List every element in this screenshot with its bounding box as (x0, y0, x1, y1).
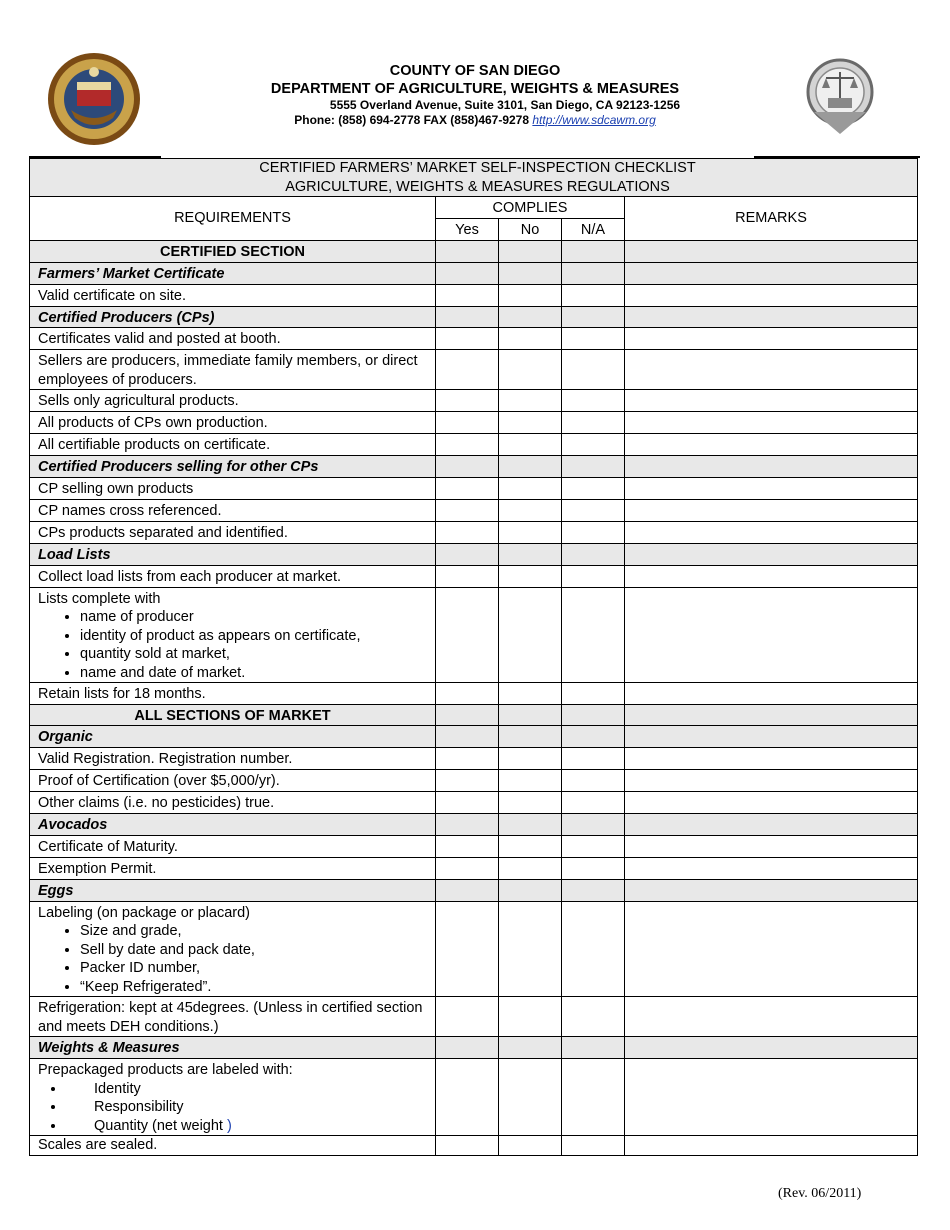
requirement-row (30, 521, 918, 543)
yes-cell (436, 456, 499, 478)
yes-cell (436, 390, 499, 412)
na-cell (562, 565, 625, 587)
remarks-cell (625, 565, 918, 587)
na-cell (562, 477, 625, 499)
requirement-row (30, 412, 918, 434)
group-row (30, 813, 918, 835)
yes-cell (436, 901, 499, 997)
bullet-item: • identity of product as appears on certificate, (80, 627, 435, 646)
requirement-row (30, 587, 918, 683)
requirement-text: Collect load lists from each producer at market. (30, 565, 436, 587)
group-heading: Certified Producers (CPs) (30, 306, 436, 328)
requirement-text: Valid certificate on site. (30, 284, 436, 306)
remarks-header: REMARKS (625, 197, 918, 241)
requirement-text: All products of CPs own production. (30, 412, 436, 434)
remarks-cell (625, 328, 918, 350)
no-cell (499, 412, 562, 434)
requirement-text (30, 901, 436, 997)
group-heading: Farmers’ Market Certificate (30, 262, 436, 284)
yes-cell (436, 704, 499, 726)
remarks-cell (625, 412, 918, 434)
na-cell (562, 901, 625, 997)
requirement-row (30, 857, 918, 879)
na-cell (562, 328, 625, 350)
na-cell (562, 769, 625, 791)
county-seal-icon (47, 52, 141, 146)
requirement-text: CPs products separated and identified. (30, 521, 436, 543)
requirement-row (30, 791, 918, 813)
department-heading (160, 62, 790, 128)
remarks-cell (625, 284, 918, 306)
bullet-item: • Packer ID number, (80, 959, 435, 978)
no-cell (499, 857, 562, 879)
yes-cell (436, 350, 499, 390)
group-row (30, 262, 918, 284)
yes-cell (436, 499, 499, 521)
na-cell (562, 434, 625, 456)
section-row (30, 240, 918, 262)
no-cell (499, 328, 562, 350)
yes-cell (436, 769, 499, 791)
remarks-cell (625, 262, 918, 284)
no-cell (499, 835, 562, 857)
department-address: 5555 Overland Avenue, Suite 3101, San Diego, CA 92123-1256 (329, 98, 681, 112)
closing-paren: ) (227, 1117, 232, 1134)
no-cell (499, 704, 562, 726)
requirement-lead: Prepackaged products are labeled with: (38, 1062, 293, 1078)
no-cell (499, 747, 562, 769)
no-cell (499, 1037, 562, 1059)
group-row (30, 543, 918, 565)
requirement-row (30, 565, 918, 587)
bullet-item: • Sell by date and pack date, (80, 941, 435, 960)
letterhead (0, 0, 950, 160)
no-cell (499, 726, 562, 748)
yes-cell (436, 1037, 499, 1059)
requirement-text: Scales are sealed. (30, 1136, 436, 1156)
remarks-cell (625, 521, 918, 543)
bullet-item: • name and date of market. (80, 664, 435, 683)
remarks-cell (625, 835, 918, 857)
na-cell (562, 683, 625, 705)
no-cell (499, 306, 562, 328)
na-cell (562, 306, 625, 328)
requirement-row (30, 284, 918, 306)
requirement-text: Other claims (i.e. no pesticides) true. (30, 791, 436, 813)
no-cell (499, 901, 562, 997)
remarks-cell (625, 456, 918, 478)
no-cell (499, 543, 562, 565)
requirements-header: REQUIREMENTS (30, 197, 436, 241)
group-heading: Avocados (30, 813, 436, 835)
requirement-row (30, 434, 918, 456)
form-title-line2: AGRICULTURE, WEIGHTS & MEASURES REGULATIONS (285, 178, 670, 195)
group-heading: Load Lists (30, 543, 436, 565)
bullet-list (38, 922, 435, 996)
na-cell (562, 240, 625, 262)
requirement-lead: Labeling (on package or placard) (38, 904, 250, 921)
remarks-cell (625, 879, 918, 901)
na-header: N/A (562, 219, 625, 241)
county-name: COUNTY OF SAN DIEGO (389, 63, 561, 79)
remarks-cell (625, 901, 918, 997)
bullet-item: • “Keep Refrigerated”. (80, 978, 435, 997)
remarks-cell (625, 390, 918, 412)
section-heading: ALL SECTIONS OF MARKET (30, 704, 436, 726)
yes-cell (436, 565, 499, 587)
remarks-cell (625, 499, 918, 521)
no-cell (499, 565, 562, 587)
na-cell (562, 835, 625, 857)
na-cell (562, 1136, 625, 1156)
yes-cell (436, 284, 499, 306)
requirement-row (30, 1059, 918, 1136)
yes-cell (436, 813, 499, 835)
requirement-text: Refrigeration: kept at 45degrees. (Unless in certified section and meets DEH conditions.) (30, 997, 436, 1037)
yes-cell (436, 328, 499, 350)
na-cell (562, 412, 625, 434)
requirement-text (30, 1059, 436, 1136)
yes-cell (436, 543, 499, 565)
remarks-cell (625, 997, 918, 1037)
na-cell (562, 543, 625, 565)
group-row (30, 306, 918, 328)
yes-header: Yes (436, 219, 499, 241)
no-cell (499, 769, 562, 791)
no-cell (499, 284, 562, 306)
no-cell (499, 683, 562, 705)
group-row (30, 726, 918, 748)
bullet-item: • name of producer (80, 608, 435, 627)
yes-cell (436, 412, 499, 434)
remarks-cell (625, 350, 918, 390)
bullet-item: • Size and grade, (80, 922, 435, 941)
remarks-cell (625, 747, 918, 769)
section-row (30, 704, 918, 726)
remarks-cell (625, 769, 918, 791)
requirement-text: Retain lists for 18 months. (30, 683, 436, 705)
remarks-cell (625, 1037, 918, 1059)
remarks-cell (625, 1059, 918, 1136)
remarks-cell (625, 726, 918, 748)
yes-cell (436, 747, 499, 769)
requirement-text: Certificate of Maturity. (30, 835, 436, 857)
bullet-item: • Responsibility (66, 1098, 435, 1117)
no-cell (499, 521, 562, 543)
no-cell (499, 350, 562, 390)
form-title (30, 159, 918, 197)
remarks-cell (625, 240, 918, 262)
form-title-row (30, 159, 918, 197)
requirement-row (30, 390, 918, 412)
self-inspection-checklist (29, 158, 918, 1156)
form-title-line1: CERTIFIED FARMERS’ MARKET SELF-INSPECTION CHECKLIST (259, 160, 696, 176)
bullet-list (38, 608, 435, 682)
na-cell (562, 791, 625, 813)
na-cell (562, 879, 625, 901)
requirement-row (30, 350, 918, 390)
group-row (30, 1037, 918, 1059)
yes-cell (436, 857, 499, 879)
no-cell (499, 587, 562, 683)
requirement-row (30, 835, 918, 857)
requirement-row (30, 747, 918, 769)
yes-cell (436, 1059, 499, 1136)
department-name: DEPARTMENT OF AGRICULTURE, WEIGHTS & MEASURES (270, 81, 680, 97)
requirement-text: Exemption Permit. (30, 857, 436, 879)
na-cell (562, 1059, 625, 1136)
phone-fax: Phone: (858) 694-2778 FAX (858)467-9278 (294, 113, 530, 127)
na-cell (562, 857, 625, 879)
na-cell (562, 262, 625, 284)
na-cell (562, 499, 625, 521)
group-heading: Weights & Measures (30, 1037, 436, 1059)
requirement-row (30, 901, 918, 997)
requirement-row (30, 477, 918, 499)
requirement-row (30, 328, 918, 350)
section-heading: CERTIFIED SECTION (30, 240, 436, 262)
na-cell (562, 587, 625, 683)
remarks-cell (625, 587, 918, 683)
no-cell (499, 1059, 562, 1136)
no-cell (499, 434, 562, 456)
yes-cell (436, 683, 499, 705)
bullet-text: Quantity (net weight (94, 1117, 227, 1134)
remarks-cell (625, 1136, 918, 1156)
remarks-cell (625, 857, 918, 879)
revision-date: (Rev. 06/2011) (778, 1186, 862, 1201)
no-cell (499, 456, 562, 478)
no-cell (499, 997, 562, 1037)
group-heading: Organic (30, 726, 436, 748)
no-cell (499, 477, 562, 499)
group-heading: Certified Producers selling for other CPs (30, 456, 436, 478)
website-link[interactable]: http://www.sdcawm.org (532, 113, 656, 127)
remarks-cell (625, 434, 918, 456)
no-cell (499, 499, 562, 521)
remarks-cell (625, 543, 918, 565)
na-cell (562, 1037, 625, 1059)
no-cell (499, 879, 562, 901)
remarks-cell (625, 813, 918, 835)
yes-cell (436, 477, 499, 499)
yes-cell (436, 240, 499, 262)
no-cell (499, 813, 562, 835)
requirement-text: Certificates valid and posted at booth. (30, 328, 436, 350)
no-cell (499, 390, 562, 412)
no-cell (499, 791, 562, 813)
yes-cell (436, 434, 499, 456)
na-cell (562, 390, 625, 412)
requirement-row (30, 1136, 918, 1156)
requirement-text: CP selling own products (30, 477, 436, 499)
remarks-cell (625, 306, 918, 328)
requirement-text: Sellers are producers, immediate family members, or direct employees of producers. (30, 350, 436, 390)
no-header: No (499, 219, 562, 241)
requirement-row (30, 769, 918, 791)
na-cell (562, 521, 625, 543)
bullet-item: • quantity sold at market, (80, 645, 435, 664)
weights-measures-seal-icon (806, 52, 874, 138)
na-cell (562, 726, 625, 748)
remarks-cell (625, 791, 918, 813)
yes-cell (436, 726, 499, 748)
remarks-cell (625, 704, 918, 726)
bullet-list (38, 1080, 435, 1136)
yes-cell (436, 997, 499, 1037)
yes-cell (436, 262, 499, 284)
yes-cell (436, 835, 499, 857)
yes-cell (436, 791, 499, 813)
column-header-row (30, 197, 918, 219)
remarks-cell (625, 683, 918, 705)
yes-cell (436, 879, 499, 901)
na-cell (562, 997, 625, 1037)
remarks-cell (625, 477, 918, 499)
requirement-text: CP names cross referenced. (30, 499, 436, 521)
requirement-text: Valid Registration. Registration number. (30, 747, 436, 769)
bullet-item (66, 1117, 435, 1136)
no-cell (499, 240, 562, 262)
requirement-text (30, 587, 436, 683)
na-cell (562, 456, 625, 478)
requirement-row (30, 997, 918, 1037)
na-cell (562, 350, 625, 390)
requirement-lead: Lists complete with (38, 590, 161, 607)
group-row (30, 879, 918, 901)
requirement-row (30, 499, 918, 521)
department-contact (160, 113, 790, 128)
na-cell (562, 747, 625, 769)
yes-cell (436, 306, 499, 328)
no-cell (499, 262, 562, 284)
requirement-text: All certifiable products on certificate. (30, 434, 436, 456)
na-cell (562, 704, 625, 726)
group-row (30, 456, 918, 478)
na-cell (562, 284, 625, 306)
group-heading: Eggs (30, 879, 436, 901)
requirement-row (30, 683, 918, 705)
yes-cell (436, 521, 499, 543)
na-cell (562, 813, 625, 835)
no-cell (499, 1136, 562, 1156)
yes-cell (436, 587, 499, 683)
bullet-item: • Identity (66, 1080, 435, 1099)
requirement-text: Sells only agricultural products. (30, 390, 436, 412)
complies-header: COMPLIES (436, 197, 625, 219)
requirement-text: Proof of Certification (over $5,000/yr). (30, 769, 436, 791)
yes-cell (436, 1136, 499, 1156)
